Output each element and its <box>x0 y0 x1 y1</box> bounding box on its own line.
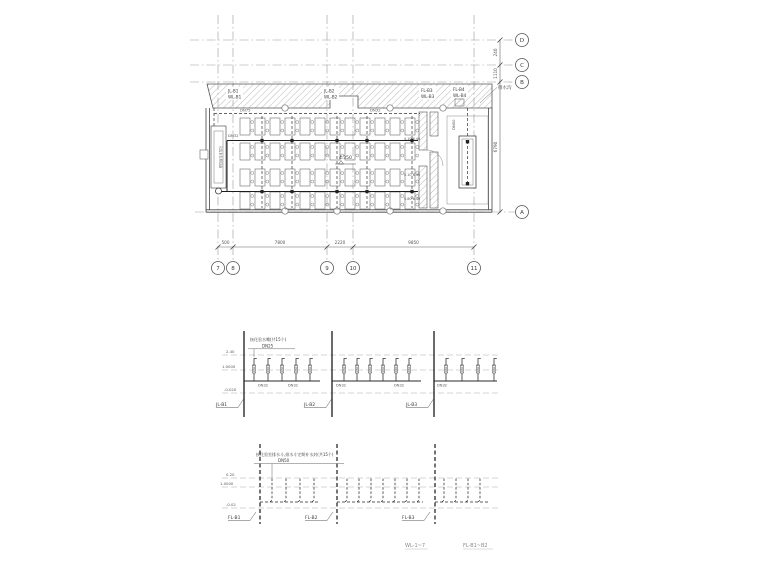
tap-size: DN15 <box>368 364 372 372</box>
grid-bubble-B <box>516 76 529 89</box>
column-marker <box>282 105 288 111</box>
riser-label-jl-b1: JL-B1 <box>228 88 239 94</box>
dim-7800: 7800 <box>274 240 286 245</box>
riser-label-wl-b3: WL-B3 <box>421 94 435 99</box>
grid-label-D: D <box>519 38 525 44</box>
grid-bubble-11 <box>468 262 481 275</box>
supply-riser-id-3: JL-B3 <box>406 403 418 408</box>
floor-plan <box>200 84 512 214</box>
column-marker <box>440 208 446 214</box>
bench <box>270 169 284 186</box>
supply-riser-diagram <box>215 331 500 417</box>
bench <box>390 143 404 160</box>
grid-label-9: 9 <box>325 266 329 272</box>
level-value: 4.350 <box>339 156 352 161</box>
drain-stub <box>297 479 301 503</box>
supply-elev-1: 2.40 <box>226 349 235 354</box>
riser-shaft-box <box>455 99 464 106</box>
footer-ref-right: FL-B1~B2 <box>463 543 488 549</box>
dim-9850: 9850 <box>408 240 419 245</box>
drain-stub <box>453 479 457 503</box>
tap-size: DN15 <box>492 364 496 372</box>
supply-annotation <box>248 336 295 357</box>
riser-label-wl-b4: WL-B4 <box>453 93 467 98</box>
branch-dn32: DN32 <box>394 383 405 388</box>
elev-note-c: 5.80 6.40 <box>404 197 421 201</box>
supply-elev-3: -0.020 <box>224 387 237 392</box>
bench <box>345 118 359 135</box>
drain-ditch-label: 排水沟 <box>498 86 512 91</box>
riser-label-wl-b2: WL-B2 <box>324 94 338 100</box>
drain-stub <box>477 479 481 503</box>
treatment-cabinet <box>200 126 226 194</box>
drain-riser-id-2: FL-B2 <box>305 516 318 521</box>
drain-annotation-text: 接化验室排水斗,排水斗定期补水封(共15个) <box>256 452 334 457</box>
supply-riser-id-2: JL-B2 <box>304 403 316 408</box>
grid-label-8: 8 <box>231 266 235 272</box>
grid-label-7: 7 <box>216 266 220 272</box>
dn75-label: DN75 <box>240 107 251 113</box>
drain-stub <box>441 479 445 503</box>
bench <box>240 169 254 186</box>
bench <box>300 192 314 209</box>
tap-size: DN15 <box>308 364 312 372</box>
drain-annotation <box>254 451 344 478</box>
grid-bubble-7 <box>212 262 225 275</box>
dn32-label-b: DN32 <box>370 107 381 113</box>
drain-stub <box>269 479 273 503</box>
tap-size: DN15 <box>252 364 256 372</box>
dim-240: 240 <box>493 48 498 57</box>
tap-size: DN15 <box>394 364 398 372</box>
drain-stub <box>356 479 360 503</box>
dim-500: 500 <box>221 240 230 245</box>
bench <box>300 118 314 135</box>
bench <box>390 169 404 186</box>
tap-size: DN15 <box>476 364 480 372</box>
drain-annotation-size: DN50 <box>278 458 290 463</box>
grid-bubble-9 <box>321 262 334 275</box>
riser-label-wl-b1: WL-B1 <box>228 94 242 100</box>
drain-riser-ids <box>228 512 430 521</box>
drain-stubs <box>269 479 481 503</box>
tap-size: DN15 <box>294 364 298 372</box>
drain-riser-diagram <box>220 444 500 524</box>
bench <box>240 143 254 160</box>
elev-note-b: 5.10 6.40 <box>404 173 421 177</box>
drain-riser-id-1: FL-B1 <box>228 516 241 521</box>
grid-bubble-C <box>516 59 529 72</box>
bench <box>270 192 284 209</box>
bench <box>375 192 389 209</box>
drain-stub <box>392 479 396 503</box>
tap-size: DN15 <box>342 364 346 372</box>
bench <box>240 192 254 209</box>
supply-branch-labels <box>258 384 447 388</box>
tap-size: DN15 <box>355 364 359 372</box>
cabinet-label: 化验水处理设备 <box>218 145 223 169</box>
dim-1110: 1110 <box>493 68 498 79</box>
drain-stub <box>380 479 384 503</box>
supply-annotation-size: DN25 <box>262 343 274 349</box>
drain-riser-id-3: FL-B3 <box>402 516 415 521</box>
branch-dn32: DN32 <box>437 383 448 388</box>
drain-elev-2: 1.0000 <box>220 481 234 486</box>
floor-drain <box>216 188 222 194</box>
drain-stub <box>344 479 348 503</box>
sheet-footer <box>405 543 493 549</box>
tap-size: DN15 <box>460 364 464 372</box>
grid-label-A: A <box>520 210 524 216</box>
tap-size: DN15 <box>407 364 411 372</box>
drain-stub <box>465 479 469 503</box>
grid-bubbles-right <box>516 34 529 219</box>
lab-benches <box>240 118 419 209</box>
grid-label-10: 10 <box>349 266 357 272</box>
supply-annotation-text: 接化验水嘴(共15个) <box>250 337 287 342</box>
bench <box>300 169 314 186</box>
drain-elev-1: 0.20 <box>226 472 235 477</box>
drain-stub <box>283 479 287 503</box>
bench <box>270 143 284 160</box>
grid-label-C: C <box>520 63 524 69</box>
branch-dn32: DN32 <box>336 383 347 388</box>
drain-elev-3: -0.02 <box>226 502 236 507</box>
supply-riser-ids <box>215 399 434 408</box>
column-marker <box>387 105 393 111</box>
dn32-label-a: DN32 <box>228 133 239 138</box>
branch-dn32: DN32 <box>258 383 269 388</box>
bench <box>375 169 389 186</box>
dimension-right <box>493 38 503 215</box>
grid-bubble-D <box>516 34 529 47</box>
bench <box>240 118 254 135</box>
drain-stub <box>416 479 420 503</box>
column-marker <box>440 105 446 111</box>
bench <box>375 143 389 160</box>
supply-riser-id-1: JL-B1 <box>216 403 228 408</box>
bench <box>390 118 404 135</box>
grid-bubble-8 <box>227 262 240 275</box>
bench <box>300 143 314 160</box>
bench <box>270 118 284 135</box>
bench <box>375 118 389 135</box>
bench <box>390 192 404 209</box>
dn50-label: DN50 <box>451 119 456 130</box>
branch-dn32: DN32 <box>288 383 299 388</box>
tap-size: DN15 <box>444 364 448 372</box>
tap-size: DN15 <box>266 364 270 372</box>
hatched-wall-band <box>207 84 492 108</box>
grid-label-B: B <box>520 80 524 86</box>
tap-size: DN15 <box>280 364 284 372</box>
footer-ref-left: WL-1~7 <box>405 543 425 549</box>
riser-label-fl-b3: FL-B3 <box>421 88 433 93</box>
drain-stub <box>368 479 372 503</box>
dimension-bottom <box>216 240 477 250</box>
grid-label-11: 11 <box>470 266 478 272</box>
tap-size: DN15 <box>381 364 385 372</box>
drain-stub <box>404 479 408 503</box>
bench <box>345 169 359 186</box>
riser-label-jl-b2: JL-B2 <box>324 88 335 94</box>
grid-bubbles-bottom <box>212 262 481 275</box>
riser-label-fl-b4: FL-B4 <box>453 87 465 92</box>
grid-bubble-A <box>516 206 529 219</box>
drain-stub <box>311 479 315 503</box>
partition-piers <box>419 112 443 208</box>
grid-bubble-10 <box>347 262 360 275</box>
wall-box <box>200 150 208 159</box>
elev-note-a: 4.10 6.40 <box>404 137 421 141</box>
dim-6790: 6790 <box>493 141 498 153</box>
bench <box>345 192 359 209</box>
dim-2220: 2220 <box>334 240 346 245</box>
supply-elev-2: 1.0000 <box>222 364 236 369</box>
